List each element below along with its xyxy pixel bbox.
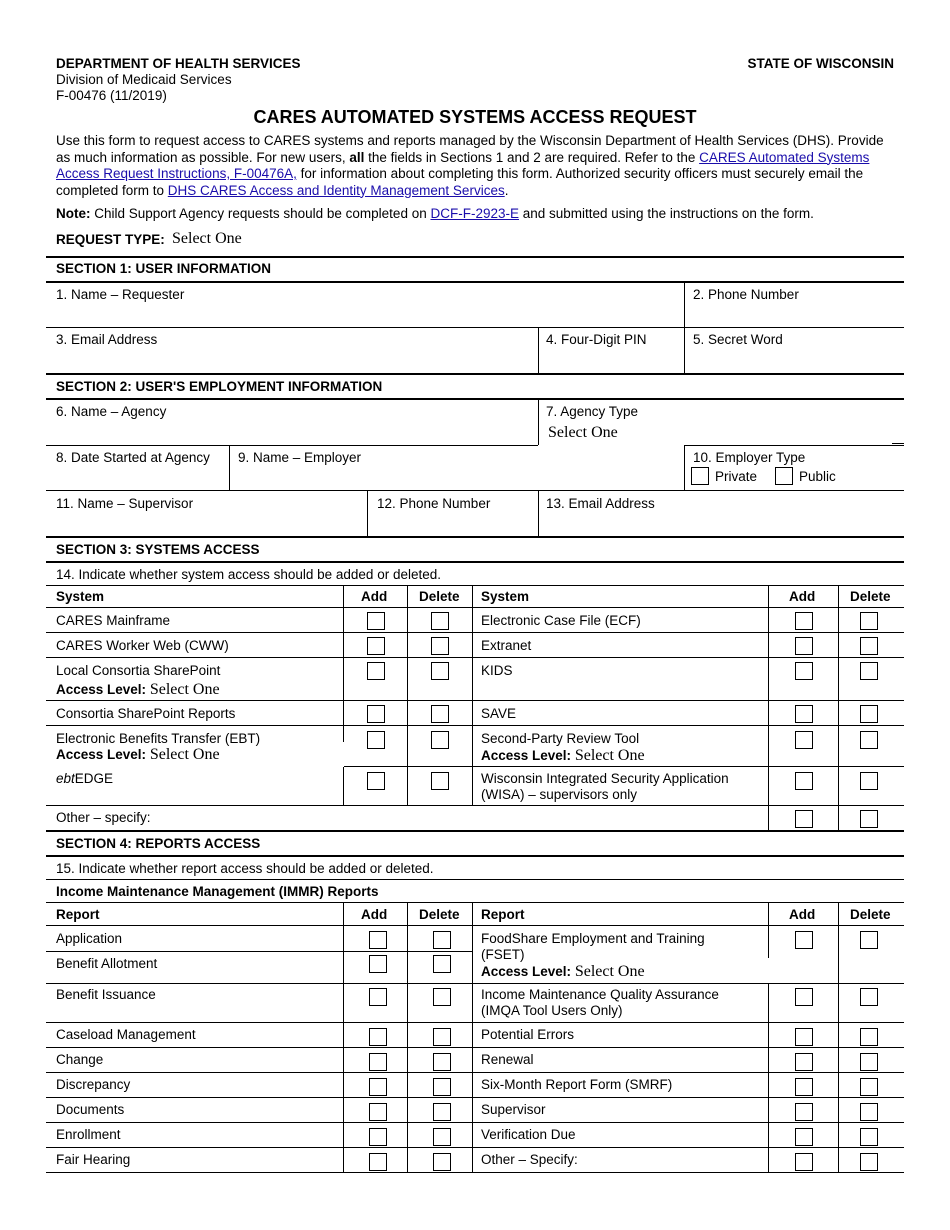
system-kids: KIDS	[481, 663, 513, 678]
report-imqa-line2: (IMQA Tool Users Only)	[481, 1003, 623, 1018]
employer-name-label: 9. Name – Employer	[238, 450, 362, 465]
employer-type-label: 10. Employer Type	[693, 450, 806, 465]
add-col-header-right: Add	[789, 907, 816, 922]
add-checkbox[interactable]	[369, 1128, 387, 1146]
report-documents: Documents	[56, 1102, 125, 1117]
add-checkbox[interactable]	[795, 662, 813, 680]
delete-checkbox[interactable]	[433, 988, 451, 1006]
delete-checkbox[interactable]	[860, 662, 878, 680]
delete-checkbox[interactable]	[433, 1153, 451, 1171]
delete-checkbox[interactable]	[860, 1153, 878, 1171]
dhs-email-link[interactable]: DHS CARES Access and Identity Management Services	[167, 182, 505, 198]
employer-public-checkbox[interactable]	[775, 467, 793, 485]
add-checkbox[interactable]	[367, 662, 385, 680]
second-party-access-level-select[interactable]: Select One	[574, 747, 645, 764]
system-consortia-sharepoint-reports: Consortia SharePoint Reports	[56, 706, 236, 721]
secret-word-label: 5. Secret Word	[693, 332, 783, 347]
systems-instruction: 14. Indicate whether system access should be added or deleted.	[56, 567, 441, 582]
add-col-header-right: Add	[789, 589, 816, 604]
add-checkbox[interactable]	[795, 1078, 813, 1096]
add-checkbox[interactable]	[367, 731, 385, 749]
report-caseload-management: Caseload Management	[56, 1027, 196, 1042]
system-save: SAVE	[481, 706, 517, 721]
add-checkbox[interactable]	[795, 931, 813, 949]
agency-type-label: 7. Agency Type	[546, 404, 639, 419]
email-address-label: 3. Email Address	[56, 332, 158, 347]
report-other-specify: Other – Specify:	[481, 1152, 578, 1167]
add-checkbox[interactable]	[367, 705, 385, 723]
dcf-form-link[interactable]: DCF-F-2923-E	[430, 206, 519, 221]
delete-checkbox[interactable]	[860, 1053, 878, 1071]
delete-checkbox[interactable]	[860, 1078, 878, 1096]
delete-checkbox[interactable]	[860, 705, 878, 723]
page-title: CARES AUTOMATED SYSTEMS ACCESS REQUEST	[253, 107, 697, 127]
system-col-header: System	[56, 589, 105, 604]
add-checkbox[interactable]	[369, 1028, 387, 1046]
system-ecf: Electronic Case File (ECF)	[481, 613, 641, 628]
system-extranet: Extranet	[481, 638, 532, 653]
delete-checkbox[interactable]	[431, 637, 449, 655]
form-id: F-00476 (11/2019)	[56, 88, 167, 103]
report-discrepancy: Discrepancy	[56, 1077, 131, 1092]
delete-checkbox[interactable]	[860, 772, 878, 790]
add-checkbox[interactable]	[367, 612, 385, 630]
add-checkbox[interactable]	[795, 772, 813, 790]
phone-number-label: 2. Phone Number	[693, 287, 799, 302]
section1-heading: SECTION 1: USER INFORMATION	[56, 261, 272, 276]
report-fset-line2: (FSET)	[481, 947, 525, 962]
supervisor-email-label: 13. Email Address	[546, 496, 655, 511]
agency-name-label: 6. Name – Agency	[56, 404, 167, 419]
system-local-consortia-sharepoint: Local Consortia SharePoint	[56, 663, 221, 678]
add-checkbox[interactable]	[795, 1103, 813, 1121]
section3-heading: SECTION 3: SYSTEMS ACCESS	[56, 542, 260, 557]
fset-access-level-select[interactable]: Select One	[574, 963, 645, 980]
system-ebt: Electronic Benefits Transfer (EBT)	[56, 731, 261, 746]
report-potential-errors: Potential Errors	[481, 1027, 575, 1042]
department-name: DEPARTMENT OF HEALTH SERVICES	[56, 56, 301, 71]
report-smrf: Six-Month Report Form (SMRF)	[481, 1077, 673, 1092]
add-checkbox[interactable]	[369, 1078, 387, 1096]
second-party-access-level: Access Level: Select One	[481, 747, 645, 764]
add-checkbox[interactable]	[795, 810, 813, 828]
delete-checkbox[interactable]	[433, 1078, 451, 1096]
sharepoint-access-level-select[interactable]: Select One	[149, 681, 220, 698]
delete-checkbox[interactable]	[860, 637, 878, 655]
system-cares-worker-web: CARES Worker Web (CWW)	[56, 638, 229, 653]
delete-checkbox[interactable]	[431, 705, 449, 723]
ebt-access-level-select[interactable]: Select One	[149, 746, 220, 763]
request-type-select[interactable]: Select One	[172, 230, 242, 247]
add-checkbox[interactable]	[795, 612, 813, 630]
supervisor-phone-label: 12. Phone Number	[377, 496, 491, 511]
report-verification-due: Verification Due	[481, 1127, 576, 1142]
add-checkbox[interactable]	[369, 1153, 387, 1171]
instructions-link[interactable]: CARES Automated Systems Access Request Instructions, F-00476A,	[56, 149, 870, 181]
system-wisa: Wisconsin Integrated Security Application	[481, 771, 729, 786]
requester-name-label: 1. Name – Requester	[56, 287, 185, 302]
supervisor-name-label: 11. Name – Supervisor	[56, 496, 194, 511]
delete-checkbox[interactable]	[433, 1128, 451, 1146]
add-checkbox[interactable]	[795, 988, 813, 1006]
add-checkbox[interactable]	[369, 1103, 387, 1121]
date-started-label: 8. Date Started at Agency	[56, 450, 210, 465]
add-checkbox[interactable]	[795, 637, 813, 655]
delete-checkbox[interactable]	[433, 1103, 451, 1121]
add-checkbox[interactable]	[795, 1153, 813, 1171]
delete-checkbox[interactable]	[860, 1128, 878, 1146]
add-checkbox[interactable]	[795, 1028, 813, 1046]
report-benefit-allotment: Benefit Allotment	[56, 956, 158, 971]
add-checkbox[interactable]	[795, 731, 813, 749]
delete-checkbox[interactable]	[860, 1028, 878, 1046]
system-col-header-right: System	[481, 589, 530, 604]
section4-heading: SECTION 4: REPORTS ACCESS	[56, 836, 261, 851]
fset-access-level: Access Level: Select One	[481, 963, 645, 980]
reports-instruction: 15. Indicate whether report access should be added or deleted.	[56, 861, 434, 876]
add-checkbox[interactable]	[369, 988, 387, 1006]
report-benefit-issuance: Benefit Issuance	[56, 987, 156, 1002]
system-other-specify: Other – specify:	[56, 810, 151, 825]
add-checkbox[interactable]	[367, 772, 385, 790]
report-renewal: Renewal	[481, 1052, 534, 1067]
request-type-label: REQUEST TYPE:	[56, 232, 165, 247]
delete-checkbox[interactable]	[431, 612, 449, 630]
delete-checkbox[interactable]	[433, 931, 451, 949]
note-paragraph: Note: Child Support Agency requests should be completed on DCF-F-2923-E and submitted using the instructions on the form.	[56, 206, 814, 221]
employer-private-label: Private	[715, 469, 758, 484]
add-checkbox[interactable]	[369, 931, 387, 949]
add-checkbox[interactable]	[369, 955, 387, 973]
agency-type-select[interactable]: Select One	[548, 424, 618, 441]
delete-checkbox[interactable]	[860, 988, 878, 1006]
delete-checkbox[interactable]	[433, 1053, 451, 1071]
delete-checkbox[interactable]	[860, 1103, 878, 1121]
report-col-header-right: Report	[481, 907, 525, 922]
pin-label: 4. Four-Digit PIN	[546, 332, 647, 347]
division-name: Division of Medicaid Services	[56, 72, 232, 87]
report-col-header: Report	[56, 907, 100, 922]
add-checkbox[interactable]	[795, 1053, 813, 1071]
report-enrollment: Enrollment	[56, 1127, 121, 1142]
delete-checkbox[interactable]	[431, 772, 449, 790]
report-fset: FoodShare Employment and Training	[481, 931, 705, 946]
delete-checkbox[interactable]	[433, 1028, 451, 1046]
delete-checkbox[interactable]	[860, 810, 878, 828]
delete-col-header-right: Delete	[850, 907, 891, 922]
delete-checkbox[interactable]	[433, 955, 451, 973]
state-name: STATE OF WISCONSIN	[747, 56, 894, 71]
add-checkbox[interactable]	[367, 637, 385, 655]
delete-checkbox[interactable]	[860, 731, 878, 749]
sharepoint-access-level: Access Level: Select One	[56, 681, 220, 698]
report-supervisor: Supervisor	[481, 1102, 546, 1117]
employer-public-label: Public	[799, 469, 836, 484]
section2-heading: SECTION 2: USER'S EMPLOYMENT INFORMATION	[56, 379, 383, 394]
delete-checkbox[interactable]	[860, 931, 878, 949]
system-second-party-review: Second-Party Review Tool	[481, 731, 640, 746]
system-cares-mainframe: CARES Mainframe	[56, 613, 171, 628]
add-checkbox[interactable]	[795, 705, 813, 723]
delete-checkbox[interactable]	[431, 662, 449, 680]
add-checkbox[interactable]	[369, 1053, 387, 1071]
report-application: Application	[56, 931, 123, 946]
delete-checkbox[interactable]	[860, 612, 878, 630]
report-fair-hearing: Fair Hearing	[56, 1152, 131, 1167]
system-wisa-line2: (WISA) – supervisors only	[481, 787, 638, 802]
add-col-header: Add	[361, 907, 388, 922]
report-change: Change	[56, 1052, 104, 1067]
employer-private-checkbox[interactable]	[691, 467, 709, 485]
delete-col-header: Delete	[419, 907, 460, 922]
report-imqa: Income Maintenance Quality Assurance	[481, 987, 719, 1002]
immr-subheading: Income Maintenance Management (IMMR) Reports	[56, 884, 379, 899]
delete-col-header: Delete	[419, 589, 460, 604]
delete-col-header-right: Delete	[850, 589, 891, 604]
intro-paragraph: Use this form to request access to CARES systems and reports managed by the Wisconsin Department of Health Services (DHS). Provide as much information as possible. For new users, all the fields in Sections 1 and 2 are required. Refer to the CARES Automated Systems Access Request Instructions, F-00476A, for information about completing this form. Authorized security officers must securely email the completed form to DHS CARES Access and Identity Management Services.	[56, 133, 884, 198]
system-ebtedge: ebtEDGE	[56, 771, 114, 786]
ebt-access-level: Access Level: Select One	[56, 746, 220, 763]
delete-checkbox[interactable]	[431, 731, 449, 749]
add-checkbox[interactable]	[795, 1128, 813, 1146]
add-col-header: Add	[361, 589, 388, 604]
